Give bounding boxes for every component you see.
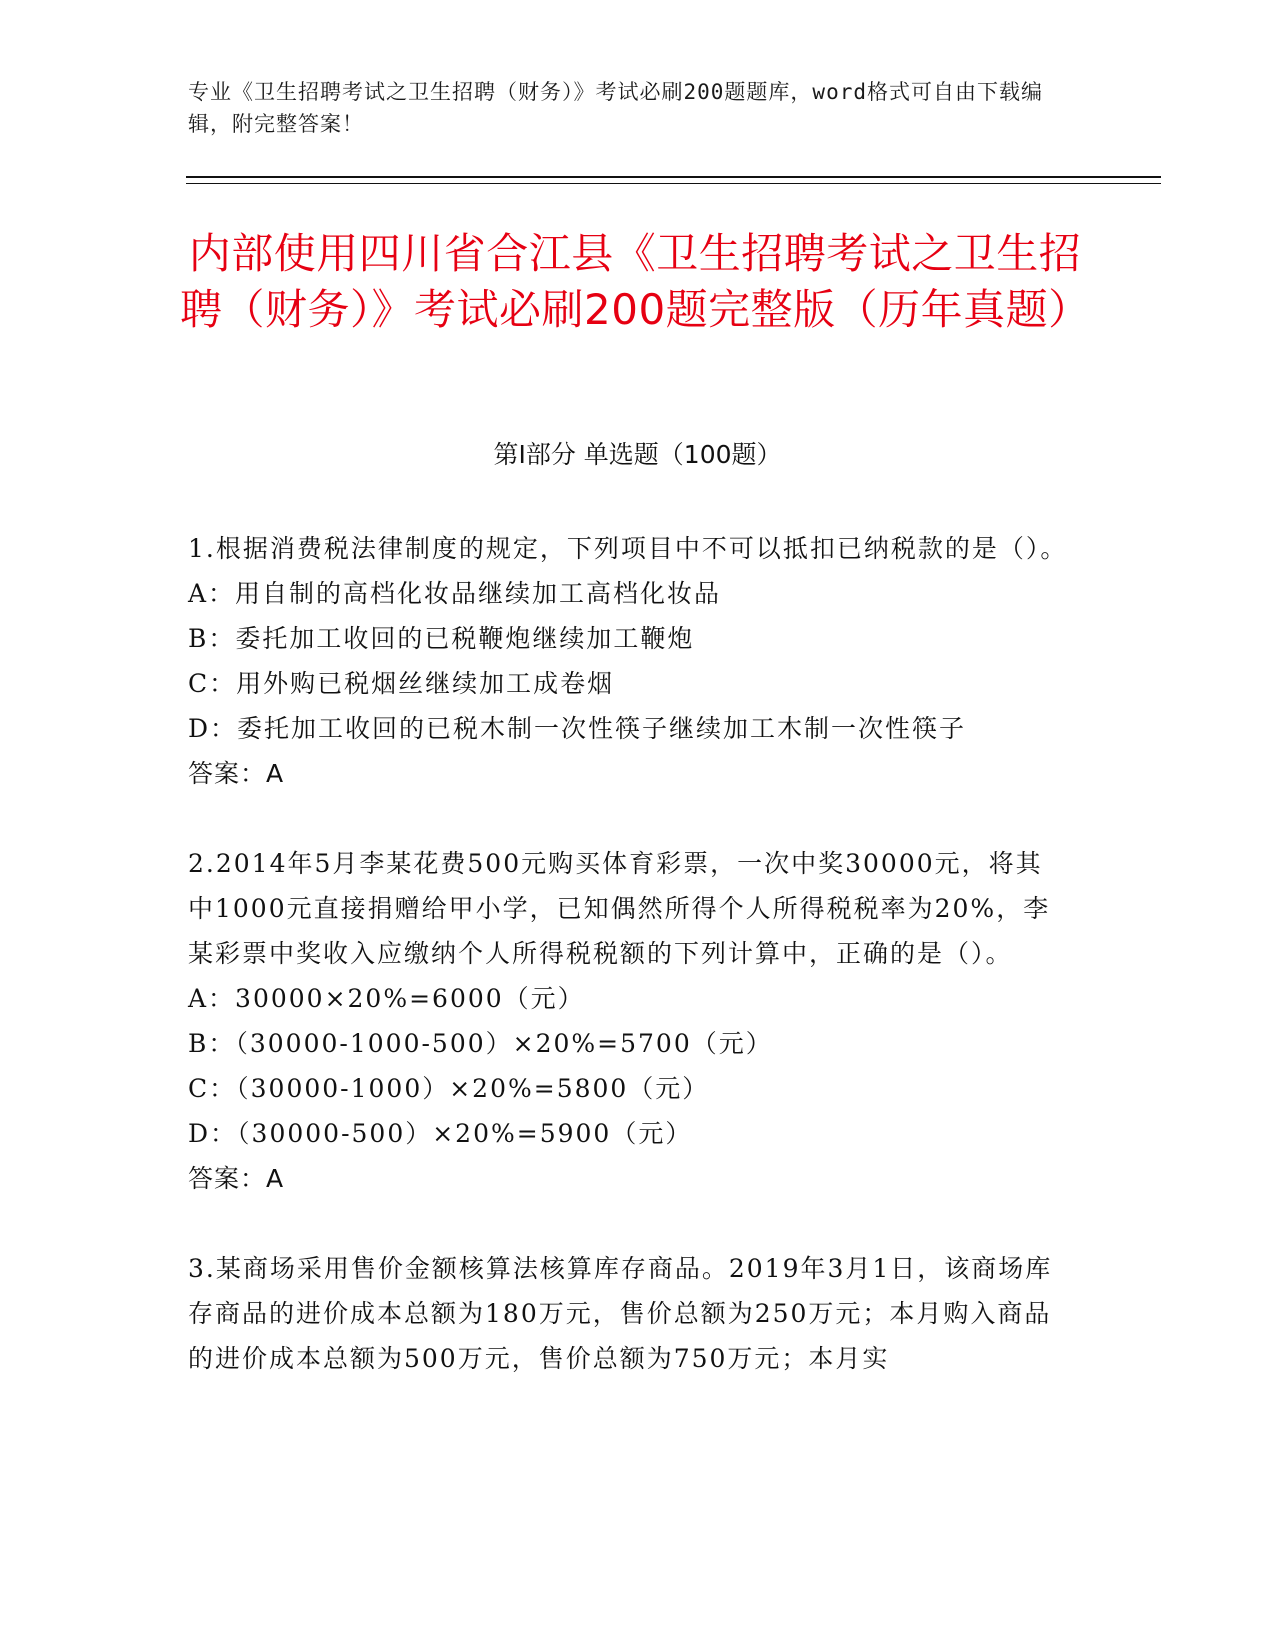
- answer: 答案：A: [188, 759, 285, 788]
- question-text: 3.某商场采用售价金额核算法核算库存商品。2019年3月1日，该商场库存商品的进价成本总额为180万元，售价总额为250万元；本月购入商品的进价成本总额为500万元，售价总额为750万元；本月实: [188, 1254, 1053, 1373]
- question-text: 1.根据消费税法律制度的规定，下列项目中不可以抵扣已纳税款的是（）。: [188, 534, 1068, 563]
- answer: 答案：A: [188, 1164, 285, 1193]
- option-a: A：30000×20%=6000（元）: [188, 984, 585, 1013]
- option-b: B：委托加工收回的已税鞭炮继续加工鞭炮: [188, 624, 695, 653]
- document-title: 内部使用四川省合江县《卫生招聘考试之卫生招聘（财务）》考试必刷200题完整版（历年真题）: [180, 229, 1091, 334]
- question-text: 2.2014年5月李某花费500元购买体育彩票，一次中奖30000元，将其中1000元直接捐赠给甲小学，已知偶然所得个人所得税税率为20%，李某彩票中奖收入应缴纳个人所得税税额的下列计算中，正确的是（）。: [188, 849, 1051, 968]
- header-note: 专业《卫生招聘考试之卫生招聘（财务）》考试必刷200题题库，word格式可自由下载编辑，附完整答案！: [188, 80, 1043, 136]
- question-list: [188, 526, 1068, 1381]
- option-a: A：用自制的高档化妆品继续加工高档化妆品: [188, 579, 722, 608]
- spacer: [188, 1201, 1068, 1246]
- header-divider: [186, 176, 1161, 178]
- option-c: C：用外购已税烟丝继续加工成卷烟: [188, 669, 615, 698]
- question-1: [188, 526, 1068, 796]
- option-c: C：（30000-1000）×20%=5800（元）: [188, 1074, 710, 1103]
- question-3: [188, 1246, 1068, 1381]
- spacer: [188, 796, 1068, 841]
- option-d: D：（30000-500）×20%=5900（元）: [188, 1119, 693, 1148]
- question-2: [188, 841, 1068, 1201]
- header-divider-thin: [186, 183, 1161, 184]
- option-d: D：委托加工收回的已税木制一次性筷子继续加工木制一次性筷子: [188, 714, 967, 743]
- option-b: B：（30000-1000-500）×20%=5700（元）: [188, 1029, 773, 1058]
- section-heading: 第I部分 单选题（100题）: [493, 440, 782, 469]
